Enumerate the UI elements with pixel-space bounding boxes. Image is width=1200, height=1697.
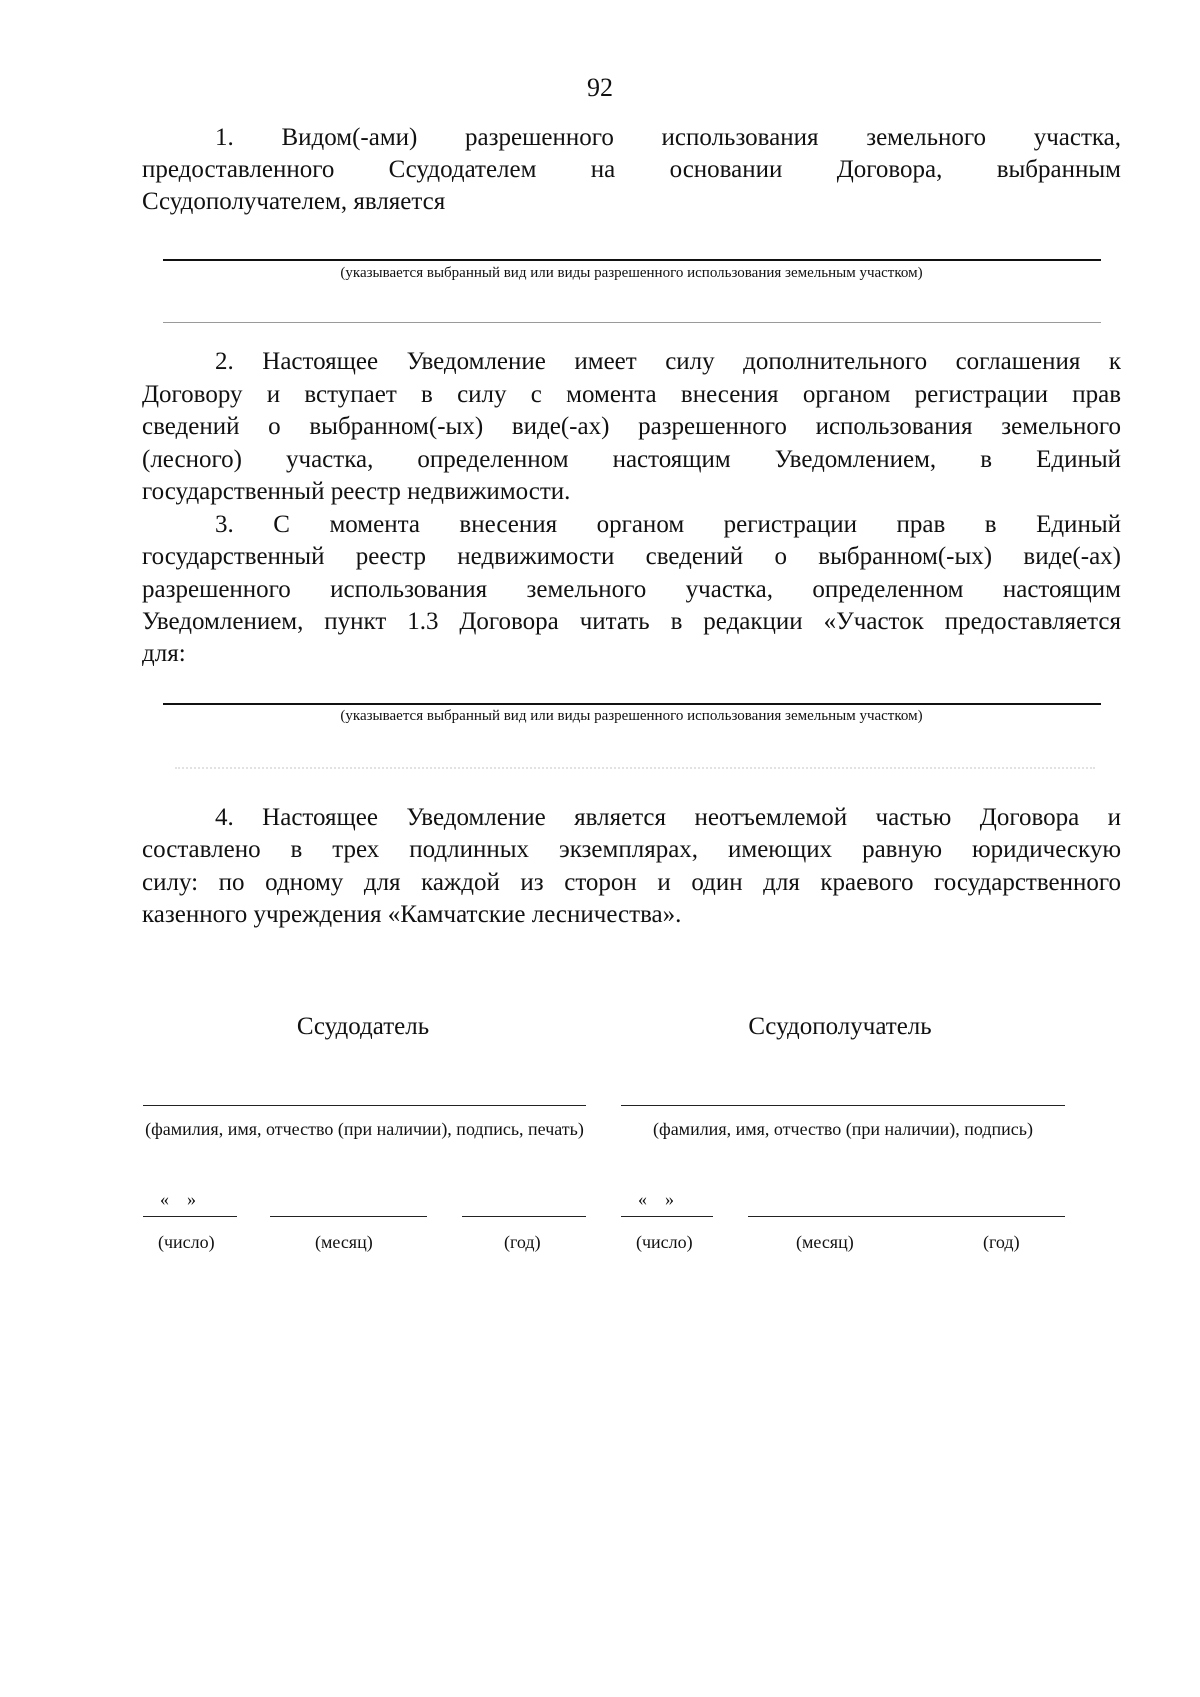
paragraph-4-line-4: казенного учреждения «Камчатские лесничества».: [142, 901, 682, 928]
paragraph-3-line-1: 3. С момента внесения органом регистрации прав в Единый: [215, 511, 1121, 538]
lender-month-label: (месяц): [315, 1232, 373, 1252]
paragraph-3-line-2: государственный реестр недвижимости сведений о выбранном(-ых) виде(-ах): [142, 543, 1121, 570]
lender-date-quotes: « »: [160, 1189, 196, 1209]
lender-year-line: [462, 1216, 586, 1217]
page-number: 92: [587, 73, 613, 102]
borrower-signature-line: [621, 1105, 1065, 1106]
permitted-use-extra-line: [163, 322, 1101, 323]
paragraph-3-line-3: разрешенного использования земельного участка, определенном настоящим: [142, 576, 1121, 603]
borrower-year-label: (год): [983, 1232, 1020, 1252]
paragraph-3-line-5: для:: [142, 640, 186, 667]
paragraph-1-line-3: Ссудополучателем, является: [142, 188, 446, 215]
paragraph-2-line-4: (лесного) участка, определенном настоящим Уведомлением, в Единый: [142, 446, 1121, 473]
faint-dotted-line: [175, 767, 1095, 769]
permitted-use-caption-2: (указывается выбранный вид или виды разрешенного использования земельным участком): [340, 708, 923, 724]
lender-month-line: [270, 1216, 427, 1217]
paragraph-2-line-5: государственный реестр недвижимости.: [142, 478, 571, 505]
paragraph-1-line-2: предоставленного Ссудодателем на основании Договора, выбранным: [142, 156, 1121, 183]
borrower-heading: Ссудополучатель: [748, 1013, 932, 1040]
lender-signature-caption: (фамилия, имя, отчество (при наличии), подпись, печать): [145, 1119, 584, 1139]
lender-signature-line: [143, 1105, 586, 1106]
borrower-date-quotes: « »: [638, 1189, 674, 1209]
borrower-day-line: [621, 1216, 713, 1217]
paragraph-3-line-4: Уведомлением, пункт 1.3 Договора читать в редакции «Участок предоставляется: [142, 608, 1121, 635]
borrower-month-label: (месяц): [796, 1232, 854, 1252]
borrower-day-label: (число): [636, 1232, 693, 1252]
permitted-use-fill-line-2: [163, 703, 1101, 705]
paragraph-4-line-1: 4. Настоящее Уведомление является неотъемлемой частью Договора и: [215, 804, 1121, 831]
paragraph-4-line-2: составлено в трех подлинных экземплярах, имеющих равную юридическую: [142, 836, 1121, 863]
paragraph-1-line-1: 1. Видом(-ами) разрешенного использования земельного участка,: [215, 124, 1121, 151]
permitted-use-caption: (указывается выбранный вид или виды разрешенного использования земельным участком): [340, 265, 923, 281]
borrower-month-year-line: [748, 1216, 1065, 1217]
lender-heading: Ссудодатель: [296, 1013, 430, 1040]
paragraph-2-line-2: Договору и вступает в силу с момента внесения органом регистрации прав: [142, 381, 1121, 408]
lender-year-label: (год): [504, 1232, 541, 1252]
borrower-signature-caption: (фамилия, имя, отчество (при наличии), подпись): [653, 1119, 1033, 1139]
lender-day-label: (число): [158, 1232, 215, 1252]
lender-day-line: [143, 1216, 237, 1217]
paragraph-4-line-3: силу: по одному для каждой из сторон и один для краевого государственного: [142, 869, 1121, 896]
paragraph-2-line-3: сведений о выбранном(-ых) виде(-ах) разрешенного использования земельного: [142, 413, 1121, 440]
permitted-use-fill-line: [163, 259, 1101, 261]
paragraph-2-line-1: 2. Настоящее Уведомление имеет силу дополнительного соглашения к: [215, 348, 1121, 375]
